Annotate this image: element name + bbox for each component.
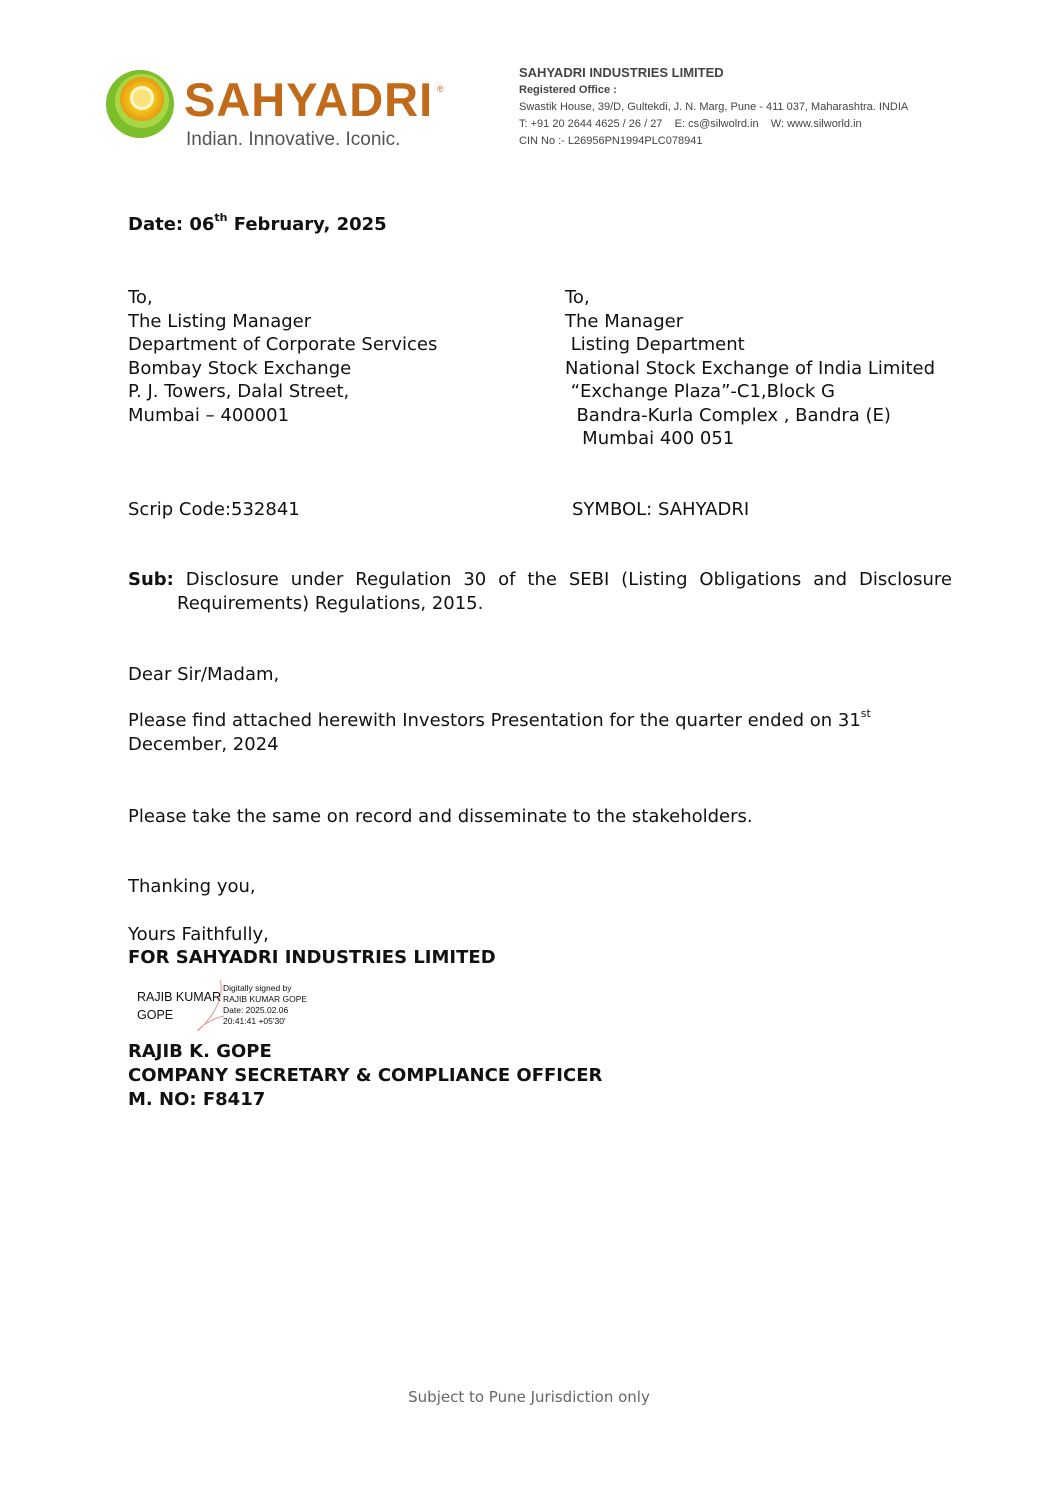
- recipient-bse: [128, 286, 437, 427]
- recipient-nse: [565, 286, 935, 451]
- thanks-line: Thanking you,: [128, 876, 256, 897]
- company-contact: T: +91 20 2644 4625 / 26 / 27 E: cs@silwolrd.in W: www.silworld.in: [519, 118, 862, 130]
- address-line: National Stock Exchange of India Limited: [565, 357, 936, 379]
- signature-name: RAJIB KUMAR GOPE: [137, 990, 222, 1022]
- salutation: Dear Sir/Madam,: [128, 664, 280, 685]
- scrip-code: Scrip Code:532841: [128, 499, 300, 520]
- address-line: Mumbai – 400001: [128, 404, 290, 426]
- subject-line-1: Disclosure under Regulation 30 of the SEBI (Listing Obligations and Disclosure: [173, 569, 952, 590]
- body-paragraph: Please find attached herewith Investors Presentation for the quarter ended on 31st December, 2024: [128, 707, 871, 755]
- letter-date: Date: 06th February, 2025: [128, 211, 387, 235]
- membership-number: M. NO: F8417: [128, 1089, 266, 1110]
- closing-line: Yours Faithfully,: [128, 924, 269, 945]
- address-line: Bandra-Kurla Complex , Bandra (E): [565, 404, 891, 426]
- address-line: Bombay Stock Exchange: [128, 357, 352, 379]
- logo-tagline: Indian. Innovative. Iconic.: [186, 129, 401, 150]
- address-line: To,: [128, 287, 153, 308]
- company-cin: CIN No :- L26956PN1994PLC078941: [519, 135, 703, 147]
- signatory-title: COMPANY SECRETARY & COMPLIANCE OFFICER: [128, 1065, 603, 1086]
- logo-wordmark: SAHYADRI: [184, 73, 434, 126]
- address-line: P. J. Towers, Dalal Street,: [128, 381, 350, 402]
- address-line: Department of Corporate Services: [128, 334, 438, 355]
- for-company-line: FOR SAHYADRI INDUSTRIES LIMITED: [128, 947, 496, 968]
- company-letterhead: [519, 64, 908, 150]
- subject: [128, 568, 952, 615]
- registered-office-label: Registered Office :: [519, 84, 617, 96]
- registered-mark: ®: [437, 84, 444, 94]
- address-line: “Exchange Plaza”-C1,Block G: [565, 381, 835, 402]
- company-address: Swastik House, 39/D, Gultekdi, J. N. Marg, Pune - 411 037, Maharashtra. INDIA: [519, 101, 909, 113]
- stock-symbol: SYMBOL: SAHYADRI: [572, 499, 750, 520]
- signatory-name: RAJIB K. GOPE: [128, 1041, 272, 1062]
- digital-signature-details: Digitally signed by RAJIB KUMAR GOPE Date: 2025.02.06 20:41:41 +05'30': [223, 983, 308, 1026]
- address-line: Mumbai 400 051: [565, 428, 735, 449]
- request-line: Please take the same on record and disseminate to the stakeholders.: [128, 806, 753, 827]
- address-line: Listing Department: [565, 334, 745, 355]
- address-line: The Manager: [565, 310, 684, 332]
- footer-jurisdiction: Subject to Pune Jurisdiction only: [408, 1388, 650, 1406]
- subject-label: Sub:: [128, 569, 174, 590]
- sahyadri-logo-icon: [104, 68, 176, 140]
- address-line: The Listing Manager: [128, 310, 312, 332]
- subject-line-2: Requirements) Regulations, 2015.: [177, 592, 484, 614]
- company-name: SAHYADRI INDUSTRIES LIMITED: [519, 65, 724, 80]
- address-line: To,: [565, 287, 590, 308]
